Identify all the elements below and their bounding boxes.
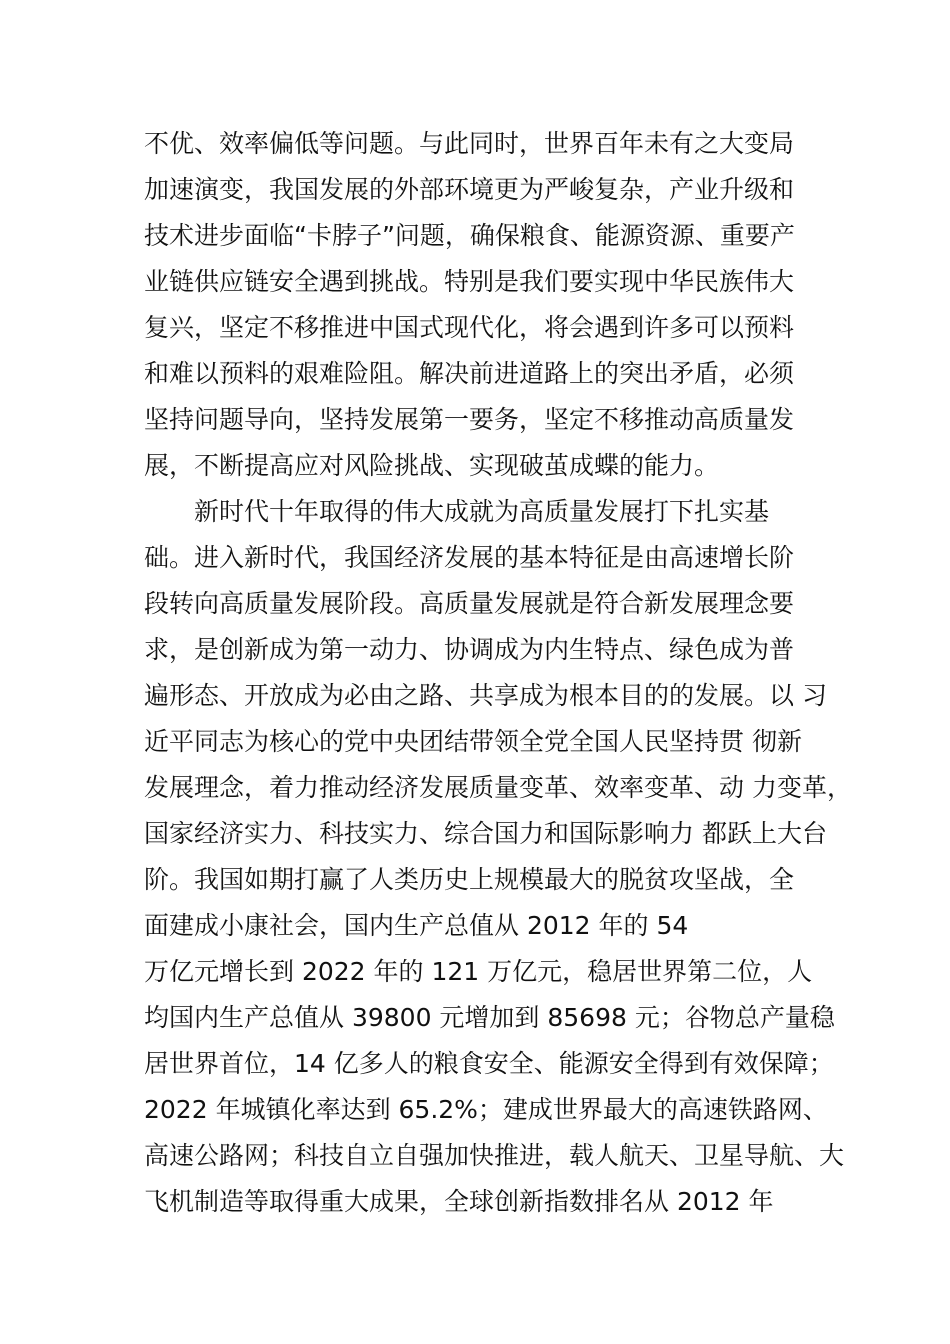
text-line: 和难以预料的艰难险阻。解决前进道路上的突出矛盾，必须	[144, 359, 795, 388]
text-line: 2022 年城镇化率达到 65.2%；建成世界最大的高速铁路网、	[144, 1095, 828, 1124]
text-line: 复兴，坚定不移推进中国式现代化，将会遇到许多可以预料	[144, 313, 795, 342]
text-line: 阶。我国如期打赢了人类历史上规模最大的脱贫攻坚战，全	[144, 865, 795, 894]
text-line: 坚持问题导向，坚持发展第一要务，坚定不移推动高质量发	[144, 405, 795, 434]
text-line: 遍形态、开放成为必由之路、共享成为根本目的的发展。以 习	[144, 681, 827, 710]
paragraph-start-line: 新时代十年取得的伟大成就为高质量发展打下扎实基	[194, 497, 770, 526]
text-line: 国家经济实力、科技实力、综合国力和国际影响力 都跃上大台	[144, 819, 827, 848]
text-line: 础。进入新时代，我国经济发展的基本特征是由高速增长阶	[144, 543, 795, 572]
text-line: 业链供应链安全遇到挑战。特别是我们要实现中华民族伟大	[144, 267, 795, 296]
text-line: 发展理念，着力推动经济发展质量变革、效率变革、动 力变革，	[144, 773, 852, 802]
text-line: 高速公路网；科技自立自强加快推进，载人航天、卫星导航、大	[144, 1141, 845, 1170]
text-line: 居世界首位，14 亿多人的粮食安全、能源安全得到有效保障；	[144, 1049, 834, 1078]
text-line: 加速演变，我国发展的外部环境更为严峻复杂，产业升级和	[144, 175, 795, 204]
text-line: 均国内生产总值从 39800 元增加到 85698 元；谷物总产量稳	[144, 1003, 835, 1032]
text-line: 段转向高质量发展阶段。高质量发展就是符合新发展理念要	[144, 589, 795, 618]
text-line: 面建成小康社会，国内生产总值从 2012 年的 54	[144, 911, 689, 940]
text-line: 飞机制造等取得重大成果，全球创新指数排名从 2012 年	[144, 1187, 774, 1216]
text-line: 近平同志为核心的党中央团结带领全党全国人民坚持贯 彻新	[144, 727, 802, 756]
text-line: 技术进步面临“卡脖子”问题，确保粮食、能源资源、重要产	[144, 221, 795, 250]
text-line: 求，是创新成为第一动力、协调成为内生特点、绿色成为普	[144, 635, 795, 664]
text-line: 不优、效率偏低等问题。与此同时，世界百年未有之大变局	[144, 129, 795, 158]
text-line: 展，不断提高应对风险挑战、实现破茧成蝶的能力。	[144, 451, 720, 480]
text-line: 万亿元增长到 2022 年的 121 万亿元，稳居世界第二位，人	[144, 957, 813, 986]
